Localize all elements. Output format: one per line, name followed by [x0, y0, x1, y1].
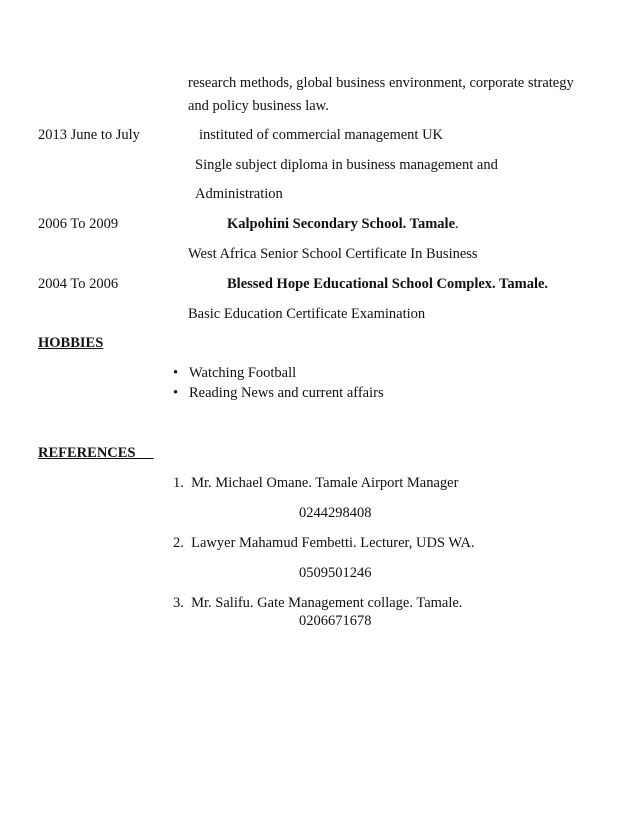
education-institution-suffix: . — [455, 216, 459, 232]
hobby-list-item — [173, 384, 384, 402]
reference-phone: 0206671678 — [299, 613, 372, 629]
reference-item — [173, 534, 475, 552]
education-detail: Single subject diploma in business management and — [195, 157, 498, 173]
education-detail: Administration — [195, 186, 283, 202]
reference-item — [173, 474, 458, 492]
education-date: 2004 To 2006 — [38, 276, 119, 292]
education-date: 2013 June to July — [38, 127, 140, 143]
education-continuation-line: research methods, global business environment, corporate strategy — [188, 75, 574, 91]
hobby-text: Reading News and current affairs — [189, 385, 384, 401]
hobbies-heading: HOBBIES — [38, 335, 104, 351]
education-institution: instituted of commercial management UK — [199, 127, 444, 143]
bullet-icon: • — [173, 385, 179, 401]
reference-phone: 0244298408 — [299, 505, 372, 521]
reference-number: 1. — [173, 475, 184, 491]
reference-number: 3. — [173, 595, 184, 611]
reference-text: Mr. Salifu. Gate Management collage. Tamale. — [191, 595, 463, 611]
hobby-text: Watching Football — [189, 365, 297, 381]
references-heading — [38, 444, 154, 462]
education-detail: Basic Education Certificate Examination — [188, 306, 426, 322]
references-heading-text: REFERENCES — [38, 445, 136, 461]
reference-text: Mr. Michael Omane. Tamale Airport Manager — [191, 475, 459, 491]
education-institution: Kalpohini Secondary School. Tamale — [227, 216, 456, 232]
reference-number: 2. — [173, 535, 184, 551]
bullet-icon: • — [173, 365, 179, 381]
education-detail: West Africa Senior School Certificate In Business — [188, 246, 478, 262]
education-institution-line — [227, 215, 459, 233]
reference-item — [173, 594, 462, 612]
education-continuation-line: and policy business law. — [188, 98, 329, 114]
education-date: 2006 To 2009 — [38, 216, 119, 232]
reference-text: Lawyer Mahamud Fembetti. Lecturer, UDS WA. — [191, 535, 475, 551]
education-institution: Blessed Hope Educational School Complex. Tamale. — [227, 276, 549, 292]
hobby-list-item — [173, 364, 296, 382]
reference-phone: 0509501246 — [299, 565, 372, 581]
